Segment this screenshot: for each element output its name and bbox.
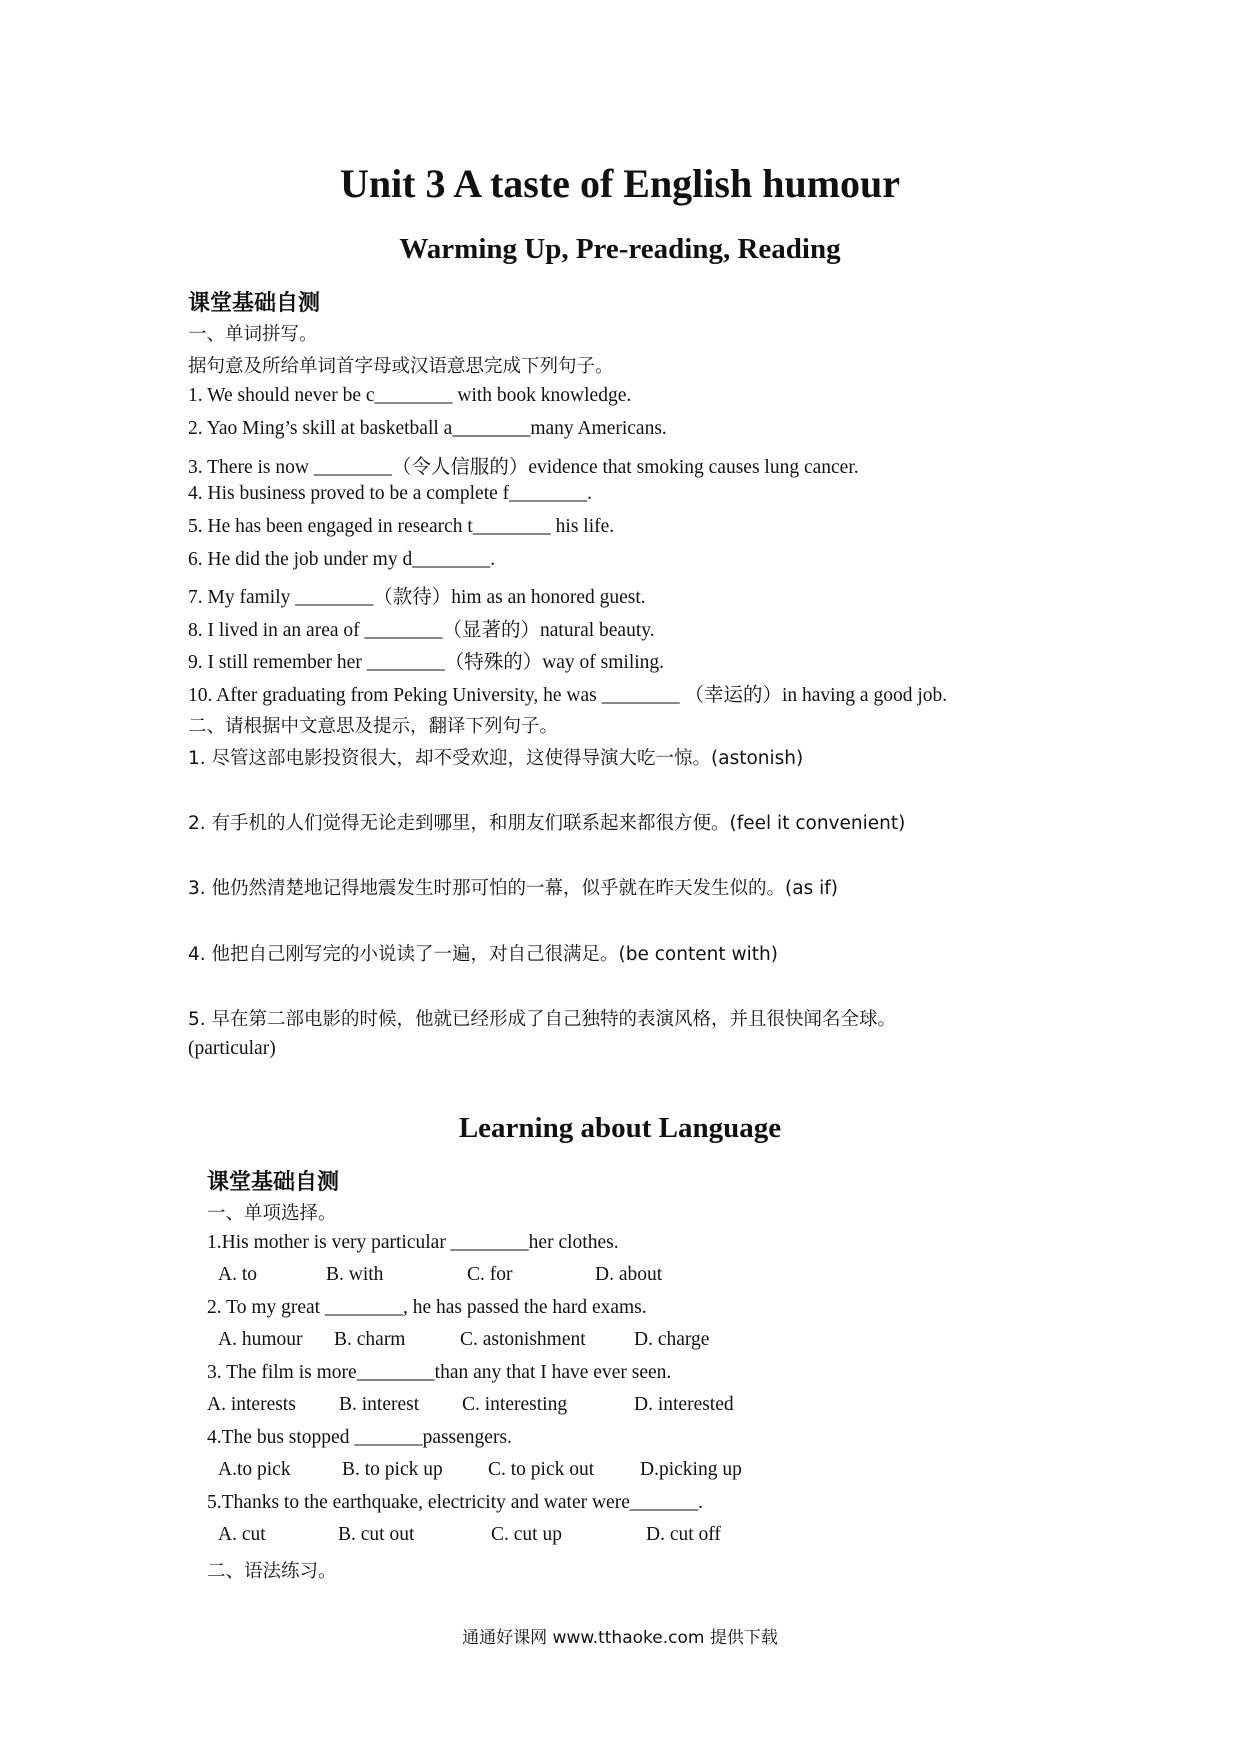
translation-item: 3. 他仍然清楚地记得地震发生时那可怕的一幕，似乎就在昨天发生似的。(as if) [188,878,838,899]
choice-option: A. humour [218,1329,303,1350]
spelling-item: 4. His business proved to be a complete f________. [188,483,593,504]
section1-subtitle: Warming Up, Pre-reading, Reading [399,233,841,265]
choice-options [218,1264,662,1286]
spelling-part-title: 一、单词拼写。 [188,324,318,345]
choice-option: B. cut out [338,1524,415,1545]
section2-subtitle: Learning about Language [458,1112,782,1144]
choice-option: B. interest [339,1394,420,1415]
choice-option: B. with [326,1264,384,1285]
choice-options [207,1394,734,1416]
translation-item-continuation: (particular) [188,1038,276,1059]
choice-option: A. cut [218,1524,266,1545]
spelling-item: 7. My family ________（款待）him as an honored guest. [188,587,646,608]
choice-question: 3. The film is more________than any that I have ever seen. [207,1362,672,1383]
spelling-item: 9. I still remember her ________（特殊的）way of smiling. [188,652,665,673]
choice-option: D. about [595,1264,663,1285]
translation-item: 5. 早在第二部电影的时候，他就已经形成了自己独特的表演风格，并且很快闻名全球。 [188,1009,897,1030]
choice-option: A. interests [207,1394,296,1415]
translation-item: 2. 有手机的人们觉得无论走到哪里，和朋友们联系起来都很方便。(feel it convenient) [188,813,906,834]
unit-title: Unit 3 A taste of English humour [339,161,901,206]
section2-heading: 课堂基础自测 [207,1170,340,1195]
grammar-part-title: 二、语法练习。 [207,1561,337,1582]
spelling-item: 3. There is now ________（令人信服的）evidence that smoking causes lung cancer. [188,457,859,478]
choice-option: D. cut off [646,1524,721,1545]
choice-option: B. charm [334,1329,406,1350]
choice-option: A. to [218,1264,257,1285]
choice-question: 2. To my great ________, he has passed the hard exams. [207,1297,647,1318]
choice-options [218,1459,742,1481]
page-footer: 通通好课网 www.tthaoke.com 提供下载 [462,1628,778,1648]
choice-options [218,1329,709,1351]
spelling-item: 1. We should never be c________ with book knowledge. [188,385,632,406]
spelling-item: 2. Yao Ming’s skill at basketball a________many Americans. [188,418,667,439]
choice-question: 5.Thanks to the earthquake, electricity and water were_______. [207,1492,703,1513]
choice-option: C. astonishment [460,1329,586,1350]
translation-part-title: 二、请根据中文意思及提示，翻译下列句子。 [188,716,559,737]
choice-option: D.picking up [640,1459,742,1480]
choice-option: D. interested [634,1394,734,1415]
spelling-item: 5. He has been engaged in research t________ his life. [188,516,615,537]
spelling-instruction: 据句意及所给单词首字母或汉语意思完成下列句子。 [188,356,614,377]
choice-options [218,1524,721,1546]
choice-option: C. interesting [462,1394,568,1415]
choice-option: D. charge [634,1329,710,1350]
choice-question: 4.The bus stopped _______passengers. [207,1427,512,1448]
choice-option: C. cut up [491,1524,562,1545]
choice-part-title: 一、单项选择。 [207,1203,337,1224]
translation-item: 1. 尽管这部电影投资很大，却不受欢迎，这使得导演大吃一惊。(astonish) [188,748,804,769]
choice-question: 1.His mother is very particular ________her clothes. [207,1232,619,1253]
choice-option: A.to pick [218,1459,291,1480]
spelling-item: 8. I lived in an area of ________（显著的）natural beauty. [188,620,655,641]
spelling-item: 6. He did the job under my d________. [188,549,496,570]
spelling-item: 10. After graduating from Peking University, he was ________ （幸运的）in having a good job. [188,685,948,706]
choice-option: B. to pick up [342,1459,443,1480]
choice-option: C. for [467,1264,513,1285]
section1-heading: 课堂基础自测 [188,291,321,316]
choice-option: C. to pick out [488,1459,595,1480]
translation-item: 4. 他把自己刚写完的小说读了一遍，对自己很满足。(be content with) [188,944,778,965]
